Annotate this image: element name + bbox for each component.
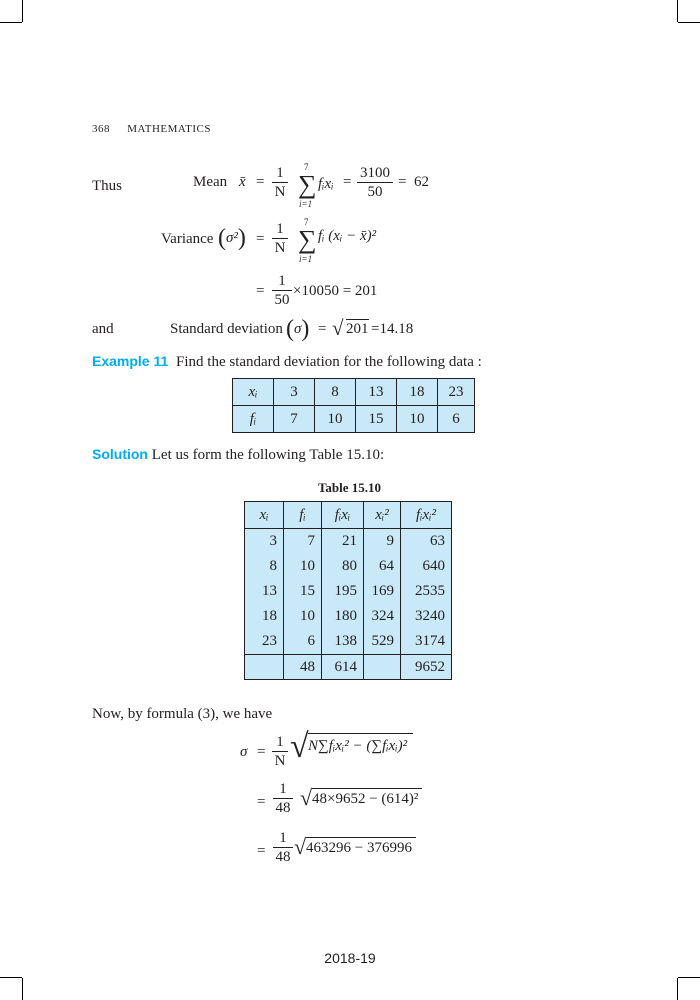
table-cell: 195 xyxy=(322,579,364,604)
mean-sum-lower: i=1 xyxy=(299,199,313,209)
table-cell: 18 xyxy=(245,604,284,629)
column-header: fᵢxᵢ xyxy=(322,502,364,529)
mean-equals-3: = xyxy=(398,174,407,190)
column-header: xᵢ² xyxy=(364,502,401,529)
solution-line xyxy=(92,446,384,464)
page-number: 368 xyxy=(92,123,110,135)
crop-mark-top-left-v xyxy=(22,0,23,22)
table-caption: Table 15.10 xyxy=(317,480,382,495)
table-cell: 324 xyxy=(364,604,401,629)
table-row xyxy=(245,529,452,555)
formula-equals-1: = xyxy=(257,744,266,760)
mean-sum-sign: ∑ xyxy=(298,170,317,199)
example-text: Find the standard deviation for the following data : xyxy=(176,354,482,370)
variance-sum-upper: 7 xyxy=(304,217,309,227)
table-cell: 138 xyxy=(322,629,364,655)
mean-sum-upper: 7 xyxy=(304,162,309,172)
mean-word: Mean xyxy=(193,174,228,190)
formula-sigma: σ xyxy=(240,744,248,760)
table-cell: 7 xyxy=(274,406,315,433)
sd-word: Standard deviation xyxy=(170,321,283,337)
example-data-table xyxy=(232,378,475,433)
table-cell: 8 xyxy=(245,554,284,579)
column-header: fᵢ xyxy=(284,502,322,529)
table-cell: 10 xyxy=(284,604,322,629)
column-header: fᵢxᵢ² xyxy=(401,502,452,529)
table-cell: 6 xyxy=(284,629,322,655)
variance-fraction-1-over-n: 1 N xyxy=(272,220,288,257)
mean-xbar: x̄ xyxy=(239,174,246,190)
table-cell: 21 xyxy=(322,529,364,555)
table-cell: 6 xyxy=(438,406,475,433)
table-cell xyxy=(245,655,284,680)
formula-intro: Now, by formula (3), we have xyxy=(92,706,273,722)
formula-equals-3: = xyxy=(257,843,266,859)
variance-equals: = xyxy=(256,231,265,247)
table-cell: 3 xyxy=(274,379,315,406)
table-cell: 10 xyxy=(397,406,438,433)
table-cell: 180 xyxy=(322,604,364,629)
table-header-row xyxy=(245,502,452,529)
variance-sum-lower: i=1 xyxy=(299,254,313,264)
sd-equals: = xyxy=(318,321,327,337)
table-cell: 13 xyxy=(356,379,397,406)
mean-fraction-1-over-n: 1 N xyxy=(272,164,288,201)
running-header xyxy=(92,123,211,135)
table-row xyxy=(245,629,452,655)
table-cell: 2535 xyxy=(401,579,452,604)
formula-equals-2: = xyxy=(257,794,266,810)
variance-sigma-squared: (σ²) xyxy=(218,225,246,251)
table-row xyxy=(245,579,452,604)
solution-text: Let us form the following Table 15.10: xyxy=(151,447,385,463)
solution-label: Solution xyxy=(92,446,148,462)
table-cell: 640 xyxy=(401,554,452,579)
table-cell: 48 xyxy=(284,655,322,680)
variance-sum-sign: ∑ xyxy=(298,225,317,254)
table-cell: 15 xyxy=(356,406,397,433)
crop-mark-top-left-h xyxy=(0,22,22,23)
table-cell: 3 xyxy=(245,529,284,555)
table-cell: 10 xyxy=(284,554,322,579)
footer-year: 2018-19 xyxy=(324,950,376,966)
table-cell: 3174 xyxy=(401,629,452,655)
table-cell: 15 xyxy=(284,579,322,604)
crop-mark-bottom-right-h xyxy=(678,977,700,978)
table-15-10 xyxy=(244,501,452,680)
table-cell: 13 xyxy=(245,579,284,604)
example-line xyxy=(92,353,482,371)
table-cell: 529 xyxy=(364,629,401,655)
table-cell: 3240 xyxy=(401,604,452,629)
table-cell: 63 xyxy=(401,529,452,555)
crop-mark-bottom-right-v xyxy=(677,978,678,1000)
table-cell: 9652 xyxy=(401,655,452,680)
table-row xyxy=(233,406,475,433)
formula-fraction-1-over-48-b: 1 48 xyxy=(273,829,293,866)
crop-mark-bottom-left-v xyxy=(22,978,23,1000)
table-cell: 18 xyxy=(397,379,438,406)
mean-equals: = xyxy=(256,174,265,190)
table-cell: 23 xyxy=(245,629,284,655)
variance-step-equals: = xyxy=(256,283,265,299)
mean-fx-term: fᵢxᵢ xyxy=(318,176,334,192)
column-header: xᵢ xyxy=(245,502,284,529)
table-cell: 9 xyxy=(364,529,401,555)
table-cell: 7 xyxy=(284,529,322,555)
table-cell: 8 xyxy=(315,379,356,406)
mean-equals-2: = xyxy=(343,174,352,190)
sd-sigma: (σ) xyxy=(286,316,310,342)
thus-label: Thus xyxy=(92,178,122,194)
table-cell: 64 xyxy=(364,554,401,579)
table-cell: 23 xyxy=(438,379,475,406)
and-label: and xyxy=(92,321,114,337)
formula-fraction-1-over-n: 1 N xyxy=(272,733,288,770)
formula-fraction-1-over-48-a: 1 48 xyxy=(273,780,293,817)
subject-title: MATHEMATICS xyxy=(127,123,211,135)
table-cell: 169 xyxy=(364,579,401,604)
variance-term: fᵢ (xᵢ − x̄)² xyxy=(318,228,377,244)
table-total-row xyxy=(245,655,452,680)
sd-result: =14.18 xyxy=(371,321,414,337)
table-cell: 10 xyxy=(315,406,356,433)
table-cell xyxy=(364,655,401,680)
variance-step-fraction: 1 50 xyxy=(272,272,292,309)
table-cell: fᵢ xyxy=(233,406,274,433)
table-row xyxy=(233,379,475,406)
table-cell: xᵢ xyxy=(233,379,274,406)
table-row xyxy=(245,554,452,579)
variance-step-result: ×10050 = 201 xyxy=(293,283,378,299)
table-cell: 614 xyxy=(322,655,364,680)
crop-mark-top-right-v xyxy=(677,0,678,22)
mean-result: 62 xyxy=(414,174,429,190)
crop-mark-top-right-h xyxy=(678,22,700,23)
example-label: Example 11 xyxy=(92,353,169,369)
table-row xyxy=(245,604,452,629)
mean-fraction-3100-over-50: 3100 50 xyxy=(357,164,393,201)
table-cell: 80 xyxy=(322,554,364,579)
crop-mark-bottom-left-h xyxy=(0,977,22,978)
variance-word: Variance xyxy=(161,231,214,247)
